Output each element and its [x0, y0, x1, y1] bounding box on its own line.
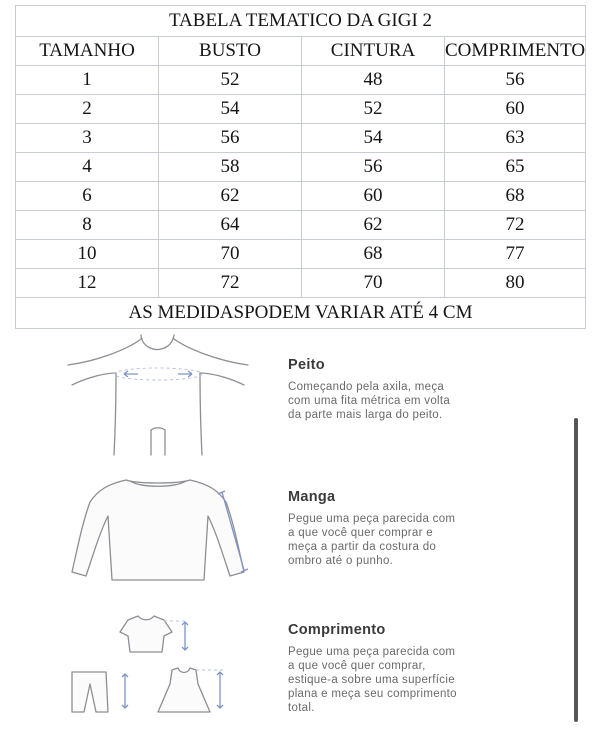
cell-size: 6 — [16, 182, 159, 211]
cell-comprimento: 72 — [445, 211, 586, 240]
table-row — [16, 124, 586, 153]
scrollbar[interactable] — [574, 418, 578, 722]
table-footer-note: AS MEDIDASPODEM VARIAR ATÉ 4 CM — [16, 298, 586, 329]
guide-comprimento-line: Pegue uma peça parecida com — [288, 646, 456, 658]
cell-cintura: 68 — [302, 240, 445, 269]
header-tamanho: TAMANHO — [16, 37, 159, 66]
cell-comprimento: 80 — [445, 269, 586, 298]
cell-busto: 56 — [159, 124, 302, 153]
cell-size: 1 — [16, 66, 159, 95]
cell-comprimento: 77 — [445, 240, 586, 269]
table-header-row — [16, 37, 586, 66]
cell-busto: 54 — [159, 95, 302, 124]
guide-peito-line: com uma fita métrica em volta — [288, 395, 451, 407]
header-cintura: CINTURA — [302, 37, 445, 66]
cell-size: 4 — [16, 153, 159, 182]
table-row — [16, 211, 586, 240]
cell-busto: 52 — [159, 66, 302, 95]
table-row — [16, 95, 586, 124]
table-row — [16, 240, 586, 269]
table-title: TABELA TEMATICO DA GIGI 2 — [16, 6, 586, 37]
cell-busto: 58 — [159, 153, 302, 182]
guide-peito-title: Peito — [288, 357, 325, 373]
cell-busto: 70 — [159, 240, 302, 269]
cell-size: 12 — [16, 269, 159, 298]
cell-cintura: 56 — [302, 153, 445, 182]
size-table — [15, 5, 586, 329]
guide-manga-line: meça a partir da costura do — [288, 541, 437, 553]
guide-manga — [0, 472, 604, 592]
cell-busto: 64 — [159, 211, 302, 240]
cell-size: 10 — [16, 240, 159, 269]
cell-comprimento: 63 — [445, 124, 586, 153]
long-sleeve-shirt-icon — [68, 472, 258, 584]
header-busto: BUSTO — [159, 37, 302, 66]
table-row — [16, 182, 586, 211]
guide-comprimento-title: Comprimento — [288, 622, 386, 638]
table-row — [16, 269, 586, 298]
torso-chest-measure-icon — [58, 335, 258, 455]
cell-cintura: 48 — [302, 66, 445, 95]
cell-cintura: 70 — [302, 269, 445, 298]
cell-busto: 62 — [159, 182, 302, 211]
tshirt-icon — [120, 616, 188, 652]
guide-manga-line: ombro até o punho. — [288, 555, 394, 567]
cell-comprimento: 68 — [445, 182, 586, 211]
dress-icon — [158, 668, 224, 712]
garments-length-icons — [68, 612, 238, 716]
guide-comprimento-line: estique-a sobre uma superfície — [288, 674, 455, 686]
guide-comprimento-line: total. — [288, 702, 315, 714]
guide-comprimento-line: a que você quer comprar, — [288, 660, 426, 672]
guide-comprimento-line: plana e meça seu comprimento — [288, 688, 457, 700]
pants-icon — [72, 672, 128, 712]
table-row — [16, 66, 586, 95]
cell-busto: 72 — [159, 269, 302, 298]
cell-comprimento: 65 — [445, 153, 586, 182]
guide-comprimento — [0, 612, 604, 722]
cell-cintura: 62 — [302, 211, 445, 240]
cell-cintura: 52 — [302, 95, 445, 124]
guide-manga-title: Manga — [288, 489, 336, 505]
cell-size: 8 — [16, 211, 159, 240]
guide-manga-line: Pegue uma peça parecida com — [288, 513, 456, 525]
guide-peito — [0, 335, 604, 455]
cell-size: 2 — [16, 95, 159, 124]
table-row — [16, 153, 586, 182]
guide-peito-line: da parte mais larga do peito. — [288, 409, 443, 421]
cell-comprimento: 60 — [445, 95, 586, 124]
guide-manga-line: a que você quer comprar e — [288, 527, 433, 539]
cell-comprimento: 56 — [445, 66, 586, 95]
guide-peito-line: Começando pela axila, meça — [288, 381, 445, 393]
cell-size: 3 — [16, 124, 159, 153]
cell-cintura: 60 — [302, 182, 445, 211]
header-comprimento: COMPRIMENTO — [445, 37, 586, 66]
cell-cintura: 54 — [302, 124, 445, 153]
